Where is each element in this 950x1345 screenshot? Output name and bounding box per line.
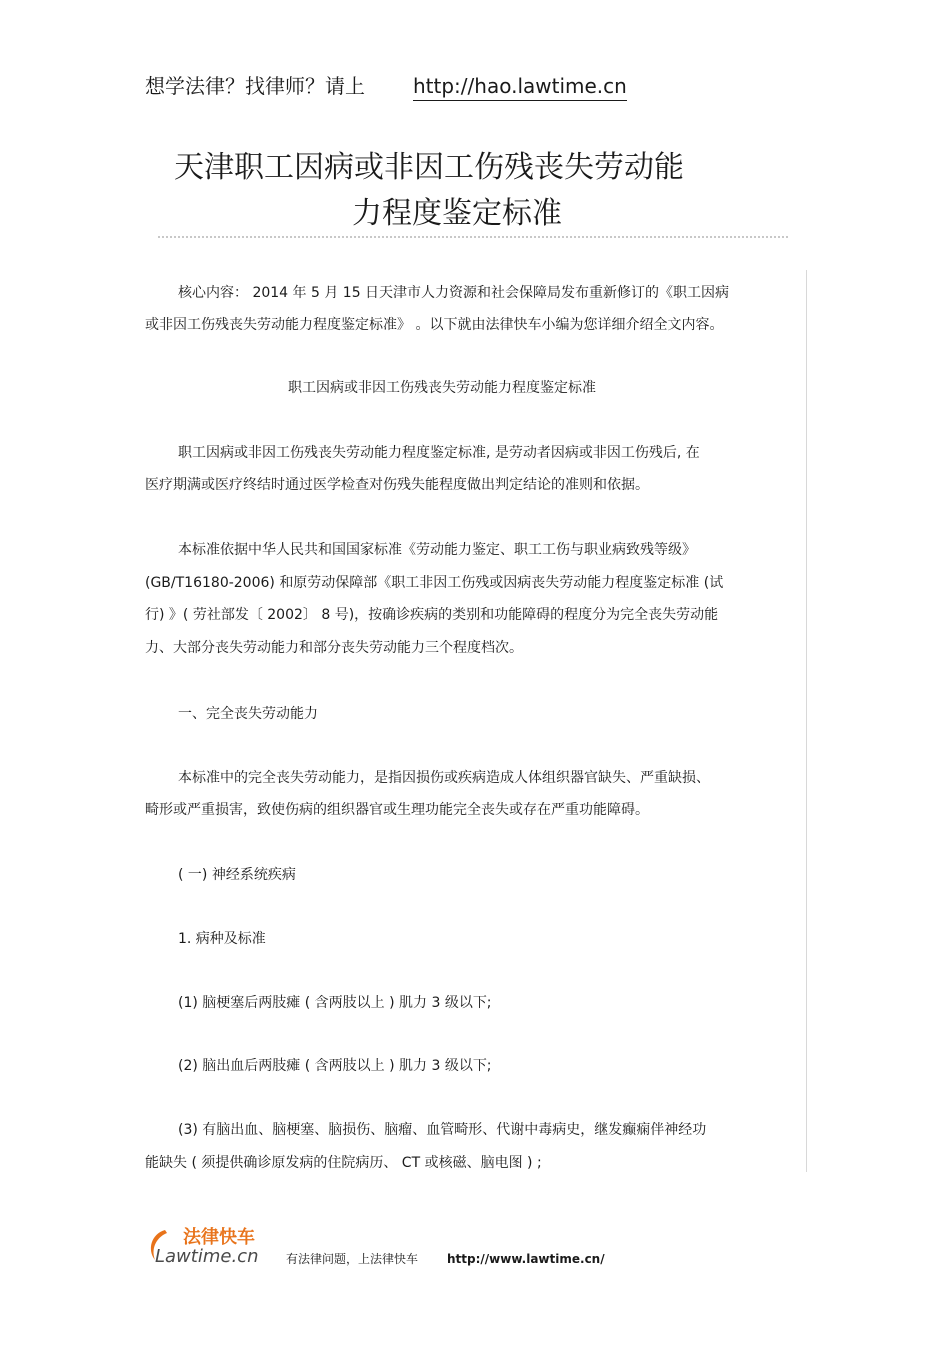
- intro-line-2: 或非因工伤残丧失劳动能力程度鉴定标准》 。以下就由法律快车小编为您详细介绍全文内容。: [145, 317, 724, 333]
- list-item-2: (2) 脑出血后两肢瘫 ( 含两肢以上 ) 肌力 3 级以下;: [178, 1058, 492, 1074]
- paragraph-2-line-4: 力、大部分丧失劳动能力和部分丧失劳动能力三个程度档次。: [145, 640, 523, 656]
- section-subtitle: 职工因病或非因工伤残丧失劳动能力程度鉴定标准: [288, 380, 596, 396]
- paragraph-2-line-1: 本标准依据中华人民共和国国家标准《劳动能力鉴定、职工工伤与职业病致残等级》: [178, 542, 696, 558]
- header-prompt: 想学法律？找律师？请上: [145, 74, 365, 98]
- intro-line-1: 核心内容： 2014 年 5 月 15 日天津市人力资源和社会保障局发布重新修订的《职工因病: [178, 285, 730, 301]
- logo-en-text: Lawtime.cn: [155, 1246, 259, 1267]
- list-item-1: (1) 脑梗塞后两肢瘫 ( 含两肢以上 ) 肌力 3 级以下;: [178, 995, 492, 1011]
- paragraph-1-line-2: 医疗期满或医疗终结时通过医学检查对伤残失能程度做出判定结论的准则和依据。: [145, 477, 649, 493]
- footer-link[interactable]: http://www.lawtime.cn/: [447, 1252, 605, 1266]
- header-link[interactable]: http://hao.lawtime.cn: [413, 72, 627, 101]
- site-header: [145, 72, 627, 100]
- heading-3: 1. 病种及标准: [178, 931, 266, 947]
- list-item-3-line-1: (3) 有脑出血、脑梗塞、脑损伤、脑瘤、血管畸形、代谢中毒病史，继发癫痫伴神经功: [178, 1122, 707, 1138]
- lawtime-logo[interactable]: [145, 1224, 280, 1269]
- paragraph-2-line-2: (GB/T16180-2006) 和原劳动保障部《职工非因工伤残或因病丧失劳动能力程度鉴定标准 (试: [145, 575, 724, 591]
- heading-1: 一、完全丧失劳动能力: [178, 706, 318, 722]
- paragraph-3-line-1: 本标准中的完全丧失劳动能力，是指因损伤或疾病造成人体组织器官缺失、严重缺损、: [178, 770, 710, 786]
- heading-2: ( 一) 神经系统疾病: [178, 867, 296, 883]
- paragraph-2-line-3: 行) 》( 劳社部发〔 2002〕 8 号)，按确诊疾病的类别和功能障碍的程度分为完全丧失劳动能: [145, 607, 719, 623]
- footer-slogan: 有法律问题，上法律快车: [286, 1252, 419, 1266]
- paragraph-3-line-2: 畸形或严重损害，致使伤病的组织器官或生理功能完全丧失或存在严重功能障碍。: [145, 802, 649, 818]
- list-item-3-line-2: 能缺失 ( 须提供确诊原发病的住院病历、 CT 或核磁、脑电图 ) ;: [145, 1155, 542, 1171]
- title-text-1: 天津职工因病或非因工伤残丧失劳动能: [174, 150, 684, 185]
- content-border: [806, 270, 807, 1172]
- logo-cn-text: 法律快车: [183, 1227, 255, 1248]
- title-text-2: 力程度鉴定标准: [352, 196, 562, 231]
- title-divider: [158, 236, 788, 238]
- paragraph-1-line-1: 职工因病或非因工伤残丧失劳动能力程度鉴定标准, 是劳动者因病或非因工伤残后, 在: [178, 445, 700, 461]
